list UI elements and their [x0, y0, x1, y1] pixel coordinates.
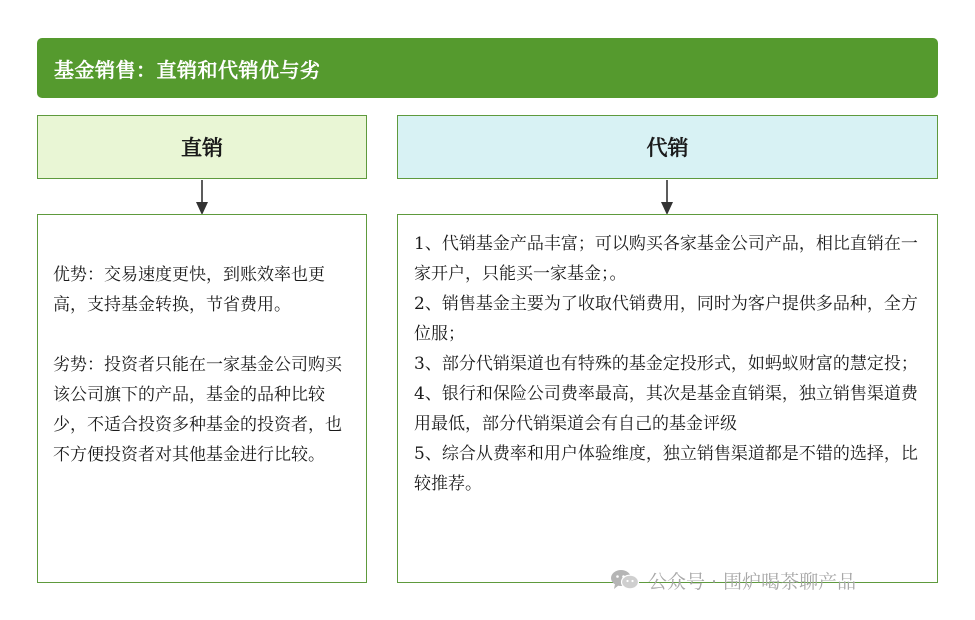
- down-arrow-icon: [660, 180, 674, 216]
- direct-sales-header: 直销: [37, 115, 367, 179]
- direct-advantage-text: 优势：交易速度更快，到账效率也更高，支持基金转换，节省费用。: [53, 265, 325, 315]
- watermark: [610, 566, 856, 594]
- agency-point: 3、部分代销渠道也有特殊的基金定投形式，如蚂蚁财富的慧定投；: [414, 354, 918, 374]
- watermark-text: 公众号 · 围炉喝茶聊产品: [648, 570, 857, 593]
- agency-point: 2、销售基金主要为了收取代销费用，同时为客户提供多品种，全方位服；: [414, 294, 918, 344]
- direct-disadvantage-text: 劣势：投资者只能在一家基金公司购买该公司旗下的产品，基金的品种比较少，不适合投资多种基金的投资者，也不方便投资者对其他基金进行比较。: [53, 355, 342, 465]
- wechat-icon: [610, 568, 640, 592]
- down-arrow-icon: [195, 180, 209, 216]
- agency-sales-header: 代销: [397, 115, 938, 179]
- title-banner: [37, 38, 938, 98]
- direct-sales-content: [37, 214, 367, 583]
- agency-sales-content: [397, 214, 938, 583]
- agency-point: 4、银行和保险公司费率最高，其次是基金直销渠，独立销售渠道费用最低，部分代销渠道会有自己的基金评级: [414, 384, 918, 434]
- agency-point: 1、代销基金产品丰富；可以购买各家基金公司产品，相比直销在一家开户，只能买一家基金；。: [414, 234, 918, 284]
- agency-point: 5、综合从费率和用户体验维度，独立销售渠道都是不错的选择，比较推荐。: [414, 444, 918, 494]
- page-title: 基金销售：直销和代销优与劣: [54, 57, 321, 82]
